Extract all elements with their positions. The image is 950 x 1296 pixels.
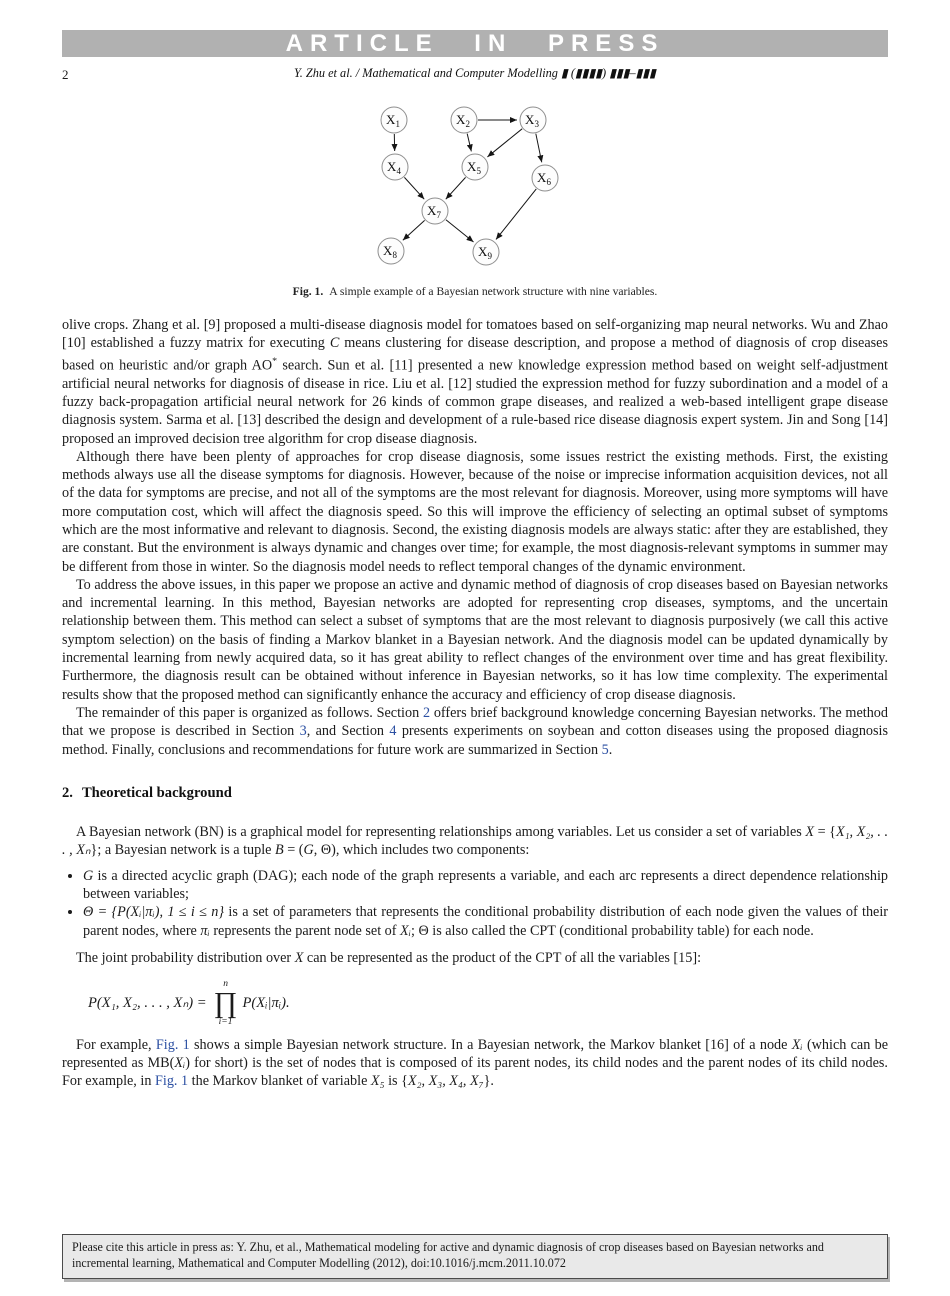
node-label-X2: $X_2$ xyxy=(456,112,470,129)
inline-ref-link[interactable]: 2 xyxy=(422,704,431,721)
product-symbol: ∏ xyxy=(213,986,238,1019)
node-label-X5: $X_5$ xyxy=(467,159,481,176)
bullet-item: • G is a directed acyclic graph (DAG); each node of the graph represents a variable, and each arc represents a direct dependence relationship between variables; xyxy=(83,867,888,904)
inline-ref-link[interactable]: Fig. 1 xyxy=(155,1036,190,1053)
edge-X7-X9 xyxy=(446,220,474,242)
paragraph: To address the above issues, in this paper we propose an active and dynamic method of diagnosis of crop diseases based on Bayesian networks and incremental learning. In this method, Bayesian networks are adopted for representing crop diseases, symptoms, and the uncertain relationship between them. This method can select a subset of symptoms that are the most relevant to diagnosis purposively (we call this active symptom selection) on the basis of finding a Markov blanket in a Bayesian network. And the diagnosis model can be updated dynamically by incremental learning from newly acquired data, so it has great ability to reflect changes of the environment over time and has great flexibility. Furthermore, the diagnosis result can be obtained without inference in Bayesian networks, so it has low time complexity. The experimental results show that the proposed method can significantly enhance the accuracy and efficiency of crop disease diagnosis. xyxy=(62,576,888,703)
paragraph: A Bayesian network (BN) is a graphical model for representing relationships among variables. Let us consider a set of variables X = {X₁, X₂, . . . , Xₙ}; a Bayesian network is a tuple B = (G, Θ), which includes two components: xyxy=(62,824,888,859)
bullet-list xyxy=(67,867,888,940)
inline-ref-link[interactable]: 3 xyxy=(299,723,307,740)
body-text xyxy=(62,316,888,1091)
node-label-X7: $X_7$ xyxy=(427,203,441,220)
figure-1 xyxy=(62,98,888,298)
edge-X6-X9 xyxy=(496,189,536,240)
page-number: 2 xyxy=(62,67,69,82)
node-label-X8: $X_8$ xyxy=(383,243,397,260)
equation-rhs: P(Xᵢ|πᵢ). xyxy=(242,995,290,1012)
paragraph: The remainder of this paper is organized as follows. Section 2 offers brief background knowledge concerning Bayesian networks. The method that we propose is described in Section 3, and Section 4 presents experiments on soybean and cotton diseases using the proposed diagnosis method. Finally, conclusions and recommendations for future work are summarized in Section 5. xyxy=(62,704,888,758)
intro-paragraphs xyxy=(62,316,888,759)
citation-notice-text: Please cite this article in press as: Y. Zhu, et al., Mathematical modeling for active and dynamic diagnosis of crop diseases based on Bayesian networks and incremental learning, Mathematical and Computer Modelling (2012), doi:10.1016/j.mcm.2011.10.072 xyxy=(72,1240,824,1270)
edge-X2-X5 xyxy=(467,134,471,152)
inline-ref-link[interactable]: 5 xyxy=(601,741,609,758)
edge-X4-X7 xyxy=(404,177,424,199)
figure-caption-label: Fig. 1. xyxy=(292,285,324,298)
article-in-press-banner: ARTICLE IN PRESS xyxy=(62,30,888,57)
product-upper-limit: n xyxy=(223,979,228,990)
running-header xyxy=(62,66,888,84)
node-label-X1: $X_1$ xyxy=(386,112,400,129)
section-title: Theoretical background xyxy=(81,784,232,801)
equation-lhs: P(X₁, X₂, . . . , Xₙ) = xyxy=(88,995,207,1012)
node-label-X6: $X_6$ xyxy=(537,170,551,187)
product-operator xyxy=(214,979,238,1027)
paragraph: For example, Fig. 1 shows a simple Bayesian network structure. In a Bayesian network, the Markov blanket [16] of a node Xᵢ (which can be represented as MB(Xᵢ) for short) is the set of nodes that is composed of its parent nodes, its child nodes and the parent nodes of its child nodes. For example, in Fig. 1 the Markov blanket of variable X₅ is {X₂, X₃, X₄, X₇}. xyxy=(62,1036,888,1090)
running-head-text: Y. Zhu et al. / Mathematical and Computer Modelling ▮ (▮▮▮▮) ▮▮▮–▮▮▮ xyxy=(294,66,656,80)
edge-X3-X5 xyxy=(487,129,522,157)
inline-ref-link[interactable]: Fig. 1 xyxy=(155,1073,189,1090)
bayesian-network-diagram xyxy=(329,98,659,270)
section-number: 2. xyxy=(62,784,73,801)
edge-X7-X8 xyxy=(403,220,425,240)
figure-caption xyxy=(62,285,888,298)
paragraph: The joint probability distribution over X can be represented as the product of the CPT of all the variables [15]: xyxy=(76,949,702,966)
edge-X5-X7 xyxy=(446,177,466,199)
equation-joint-probability xyxy=(88,979,888,1027)
product-lower-limit: i=1 xyxy=(218,1017,233,1028)
node-label-X9: $X_9$ xyxy=(478,244,492,261)
figure-caption-text: A simple example of a Bayesian network structure with nine variables. xyxy=(329,285,658,298)
inline-ref-link[interactable]: 4 xyxy=(389,723,397,740)
citation-notice-box xyxy=(62,1234,888,1279)
paragraph: olive crops. Zhang et al. [9] proposed a multi-disease diagnosis model for tomatoes based on self-organizing map neural networks. Wu and Zhao [10] established a fuzzy matrix for executing C means clustering for disease description, and propose a method of diagnosis of crop diseases based on heuristic and/or graph AO* search. Sun et al. [11] presented a new knowledge expression method based on weight self-adjustment artificial neural networks for diagnosis of disease in rice. Liu et al. [12] studied the expression method for fuzzy subordination and a model of a fuzzy back-propagation artificial neural network for 26 kinds of common grape diseases, and realized a web-based intelligent grape disease diagnosis system. Sarma et al. [13] described the design and development of a rule-based rice disease diagnosis expert system. Jin and Song [14] proposed an improved decision tree algorithm for crop disease diagnosis. xyxy=(62,317,888,447)
paragraph: Although there have been plenty of approaches for crop disease diagnosis, some issues restrict the existing methods. First, the existing methods always use all the disease symptoms for diagnosis. However, because of the noise or imprecise information acquisition devices, not all of the data for symptoms are precise, and not all of the symptoms are the most relevant for diagnosis. Moreover, using more symptoms will have more computation cost, which will affect the diagnosis speed. So this will improve the efficiency of selecting an optimal subset of symptoms which are the most informative and relevant to diagnosis. Second, the existing diagnosis models are always static: after they are established, they are constant. But the environment is always dynamic and changes over time; for example, the most diagnosis-relevant symptoms in summer may be different from those in winter. So the diagnosis model needs to reflect temporal changes of the dynamic environment. xyxy=(62,448,888,575)
section-heading xyxy=(62,784,888,802)
node-label-X3: $X_3$ xyxy=(525,112,539,129)
edge-X3-X6 xyxy=(536,134,542,163)
bullet-item: • Θ = {P(Xᵢ|πᵢ), 1 ≤ i ≤ n} is a set of parameters that represents the conditional probability distribution of each node given the values of their parent nodes, where πᵢ represents the parent node set of Xᵢ; Θ is also called the CPT (conditional probability table) for each node. xyxy=(83,903,888,940)
node-label-X4: $X_4$ xyxy=(387,159,401,176)
